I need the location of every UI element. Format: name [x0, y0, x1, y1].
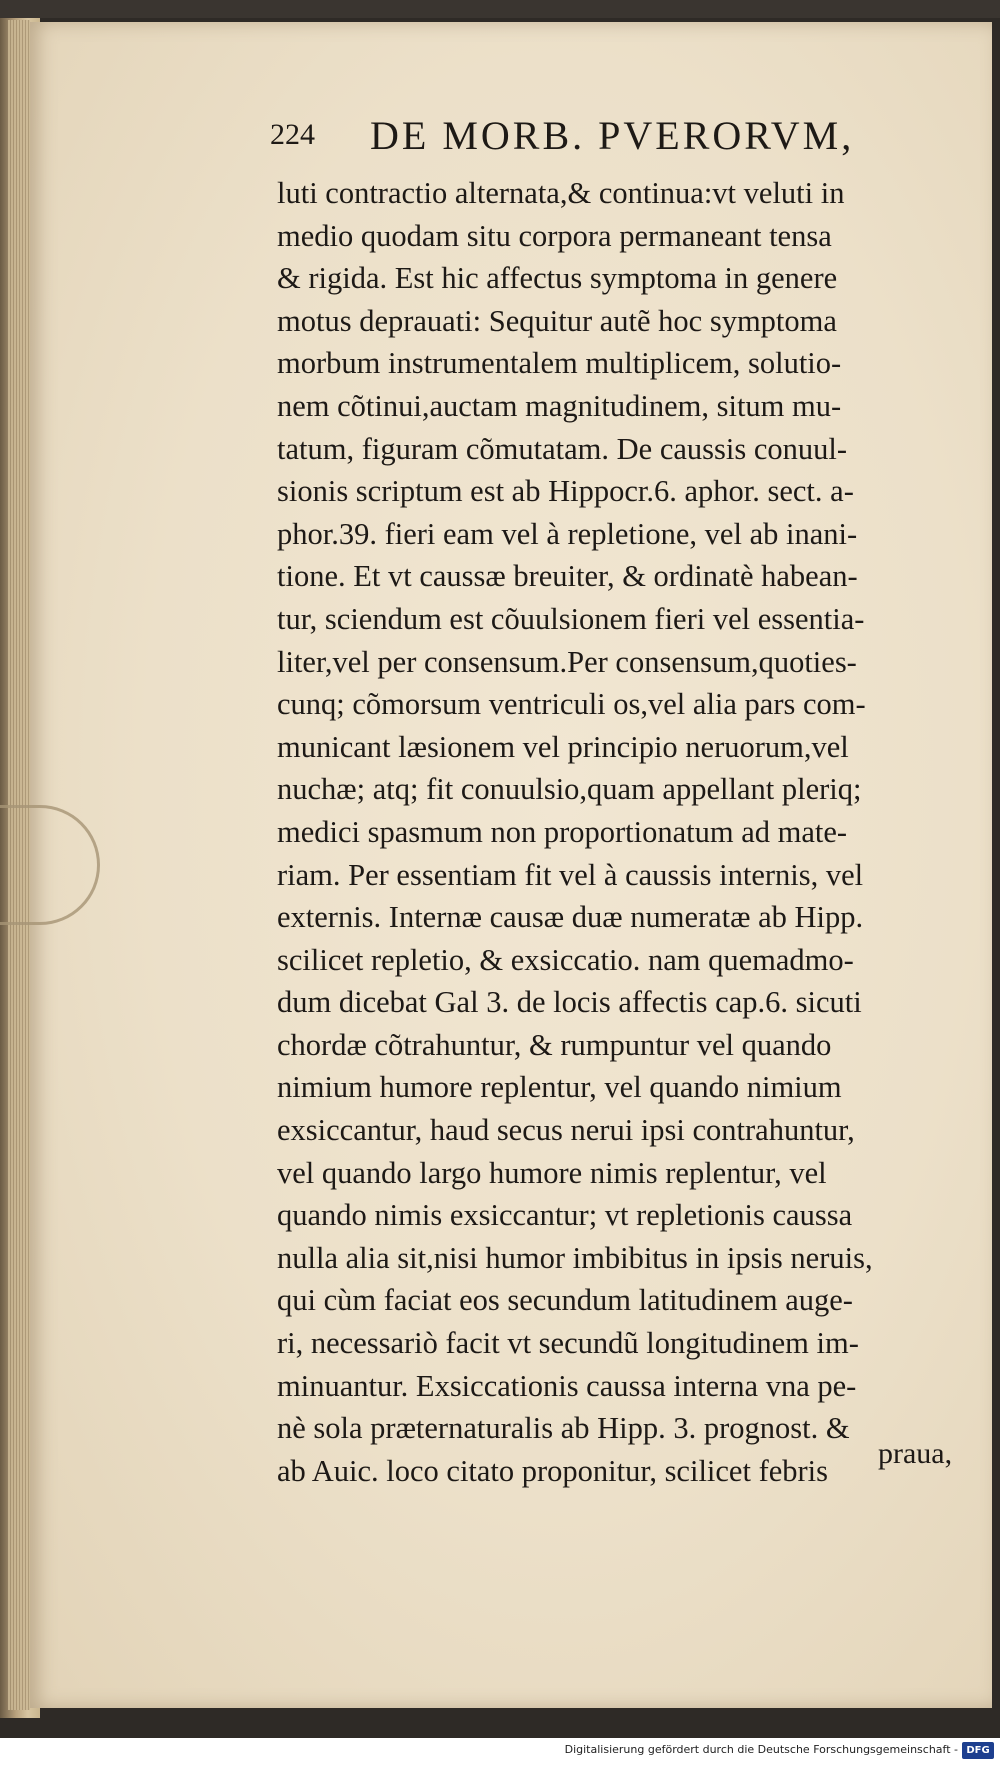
- text-line: luti contractio alternata,& continua:vt veluti in: [277, 176, 845, 210]
- text-line: medio quodam situ corpora permaneant tensa: [277, 218, 832, 253]
- text-line: exsiccantur, haud secus nerui ipsi contrahuntur,: [277, 1113, 855, 1148]
- text-line: riam. Per essentiam fit vel à caussis internis, vel: [277, 857, 864, 892]
- text-line: quando nimis exsiccantur; vt repletionis caussa: [277, 1198, 853, 1233]
- text-line: & rigida. Est hic affectus symptoma in genere: [277, 261, 838, 296]
- body-text: [277, 172, 967, 1492]
- text-line: liter,vel per consensum.Per consensum,quoties-: [277, 644, 857, 679]
- text-line: nem cõtinui,auctam magnitudinem, situm mu-: [277, 388, 842, 423]
- text-line: dum dicebat Gal 3. de locis affectis cap.6. sicuti: [277, 985, 862, 1020]
- footer-bar: [0, 1738, 1000, 1765]
- text-line: phor.39. fieri eam vel à repletione, vel ab inani-: [277, 516, 858, 551]
- catchword: praua,: [878, 1437, 953, 1470]
- page-number: 224: [270, 118, 315, 151]
- text-line: medici spasmum non proportionatum ad mate-: [277, 814, 848, 849]
- text-line: motus deprauati: Sequitur autẽ hoc symptoma: [277, 303, 837, 338]
- text-line: ab Auic. loco citato proponitur, scilicet febris: [277, 1453, 829, 1488]
- text-line: ri, necessariò facit vt secundũ longitudinem im-: [277, 1326, 859, 1361]
- text-line: qui cùm faciat eos secundum latitudinem auge-: [277, 1283, 853, 1318]
- text-line: nulla alia sit,nisi humor imbibitus in ipsis neruis,: [277, 1240, 873, 1275]
- text-line: nimium humore replentur, vel quando nimium: [277, 1070, 842, 1105]
- running-title: DE MORB. PVERORVM,: [370, 113, 855, 158]
- text-line: vel quando largo humore nimis replentur, vel: [277, 1155, 827, 1190]
- text-line: nuchæ; atq; fit conuulsio,quam appellant pleriq;: [277, 772, 862, 807]
- text-line: nè sola præternaturalis ab Hipp. 3. prognost. &: [277, 1411, 850, 1446]
- text-line: externis. Internæ causæ duæ numeratæ ab Hipp.: [277, 900, 864, 935]
- text-line: tur, sciendum est cõuulsionem fieri vel essentia-: [277, 601, 865, 636]
- text-line: cunq; cõmorsum ventriculi os,vel alia pars com-: [277, 687, 866, 722]
- text-line: chordæ cõtrahuntur, & rumpuntur vel quando: [277, 1027, 832, 1062]
- text-line: minuantur. Exsiccationis caussa interna vna pe-: [277, 1368, 857, 1403]
- text-line: sionis scriptum est ab Hippocr.6. aphor. sect. a-: [277, 474, 854, 509]
- text-line: tione. Et vt caussæ breuiter, & ordinatè habean-: [277, 559, 858, 594]
- footer-credit: Digitalisierung gefördert durch die Deutsche Forschungsgemeinschaft -: [564, 1743, 958, 1756]
- dfg-logo: DFG: [962, 1742, 994, 1759]
- text-line: tatum, figuram cõmutatam. De caussis conuul-: [277, 431, 848, 466]
- text-line: scilicet repletio, & exsiccatio. nam quemadmo-: [277, 942, 854, 977]
- text-line: morbum instrumentalem multiplicem, solutio-: [277, 346, 842, 381]
- text-line: municant læsionem vel principio neruorum,vel: [277, 729, 849, 764]
